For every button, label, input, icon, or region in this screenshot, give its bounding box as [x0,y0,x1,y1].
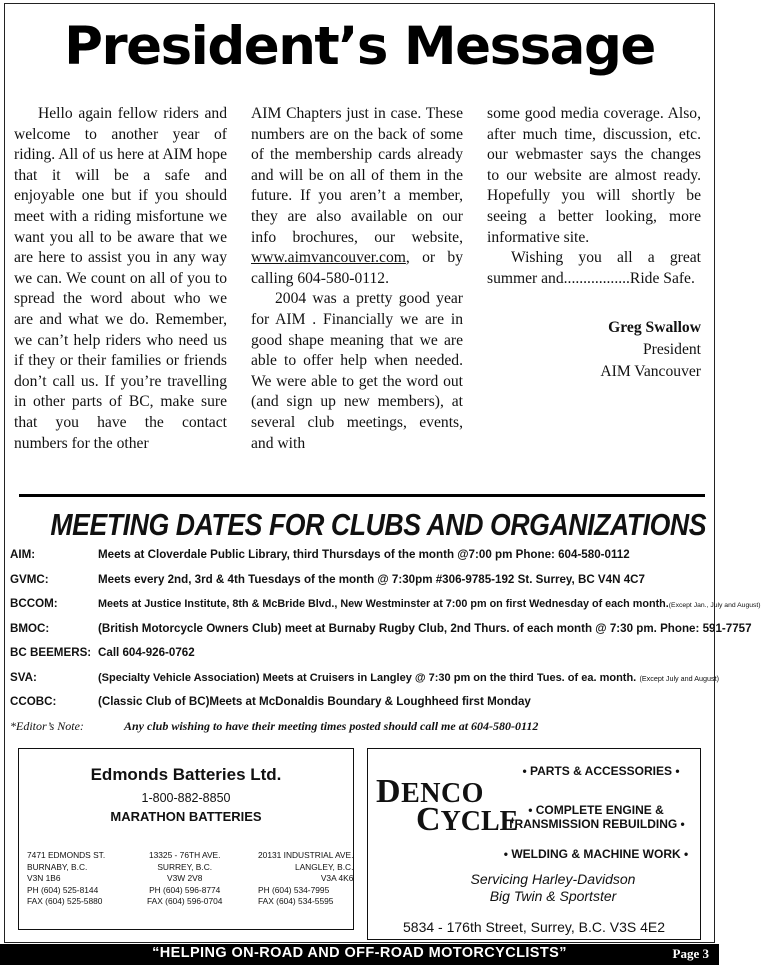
message-column-2 [251,104,463,454]
footer-slogan: “HELPING ON-ROAD AND OFF-ROAD MOTORCYCLISTS” [152,945,567,961]
message-paragraph: 2004 was a pretty good year for AIM . Financially we are in good shape meaning that we are able to offer help when needed. We were able to get the word out (and sign up new members), at several club meetings, events, and with [251,290,463,452]
club-name: AIM: [10,548,36,561]
address-line: V3N 1B6 [27,873,61,884]
meeting-text: Meets every 2nd, 3rd & 4th Tuesdays of the month @ 7:30pm #306-9785-192 St. Surrey, BC V4N 4C7 [98,573,645,586]
meeting-details [98,695,531,708]
meeting-details [98,573,645,586]
message-paragraph [251,104,463,289]
feature-rebuilding [496,803,696,831]
ad-business-name: Edmonds Batteries Ltd. [90,765,282,784]
ad-phone: 1-800-882-8850 [141,791,231,805]
page-number: Page 3 [672,946,709,961]
address-phone: PH (604) 596-8774 [149,884,221,895]
club-name: CCOBC: [10,695,57,708]
feature-welding: • WELDING & MACHINE WORK • [503,847,689,861]
address-line: BURNABY, B.C. [27,861,88,872]
signature-role: President [642,341,701,359]
meeting-row [10,597,761,615]
meeting-details [98,548,630,561]
meeting-text: (Classic Club of BC)Meets at McDonaldis Boundary & Loughheed first Monday [98,695,531,708]
meeting-row [10,671,719,689]
meeting-exception: (Except Jan., July and August) [668,602,761,609]
footer-bar [0,944,719,965]
meeting-row [10,548,715,566]
ad-tagline: MARATHON BATTERIES [110,809,262,824]
address-fax: FAX (604) 534-5595 [258,896,334,907]
editor-note [10,719,539,734]
meetings-heading: MEETING DATES FOR CLUBS AND ORGANIZATIONS [50,507,707,542]
meeting-row [10,622,752,640]
signature-name: Greg Swallow [608,319,701,337]
service-line: Servicing Harley-Davidson [470,871,636,887]
address-line: LANGLEY, B.C. [294,861,354,872]
meeting-details [98,622,752,635]
logo-text: ENCO [401,778,484,809]
club-name: GVMC: [10,573,49,586]
page-title: President’s Message [64,16,655,77]
meeting-row [10,573,715,591]
address-line: V3A 4K6 [320,873,354,884]
message-paragraph: Hello again fellow riders and welcome to another year of riding. All of us here at AIM hope that it will be a safe and enjoyable one but if you should meet with a riding misfortune we want you all to be aware that we are here to assist you in any way we can. We count on all of you to spread the word about who we are and what we do. Remember, we can’t help riders who need us if they or their families or friends don’t call us. If you’re travelling in other parts of BC, make sure that you have the contact numbers for the other [14,105,227,452]
ad-location-surrey [147,850,222,908]
edmonds-batteries-ad [18,748,354,930]
message-column-1 [14,104,227,454]
website-link[interactable]: www.aimvancouver.com [251,249,406,267]
address-phone: PH (604) 534-7995 [258,884,330,895]
meeting-text: Meets at Justice Institute, 8th & McBride Blvd., New Westminster at 7:00 pm on first Wednesday of each month. [98,598,669,610]
club-name: BMOC: [10,622,50,635]
address-line: SURREY, B.C. [157,861,213,872]
meeting-details [98,646,195,659]
ad-services [438,871,668,905]
address-line: V3W 2V8 [167,873,203,884]
address-fax: FAX (604) 596-0704 [147,896,223,907]
section-divider [19,494,705,497]
signature-block [487,317,701,383]
service-line: Big Twin & Sportster [489,888,617,904]
message-paragraph: some good media coverage. Also, after much time, discussion, etc. our webmaster says the changes to our website are almost ready. Hopefully you will shortly be seeing a better looking, more informative site. [487,105,701,246]
club-name: BCCOM: [10,597,58,610]
meeting-details [98,597,761,610]
address-phone: PH (604) 525-8144 [27,884,99,895]
feature-parts: • PARTS & ACCESSORIES • [522,764,680,778]
club-name: SVA: [10,671,37,684]
meeting-text: (British Motorcycle Owners Club) meet at Burnaby Rugby Club, 2nd Thurs. of each month @ 7:30 pm. Phone: 591-7757 [98,622,752,635]
denco-cycle-logo [376,773,519,838]
meeting-text: Call 604-926-0762 [98,646,195,659]
ad-address: 5834 - 176th Street, Surrey, B.C. V3S 4E2 [403,919,665,935]
address-line: 20131 INDUSTRIAL AVE. [258,850,354,860]
ad-location-langley [258,850,353,908]
message-paragraph: Wishing you all a great summer and.................Ride Safe. [487,249,701,287]
feature-line: • COMPLETE ENGINE & [528,803,664,817]
address-fax: FAX (604) 525-5880 [27,896,103,907]
meeting-details [98,671,719,684]
message-column-3 [487,104,701,383]
denco-cycle-ad [367,748,701,940]
address-line: 7471 EDMONDS ST. [27,850,106,860]
message-text: AIM Chapters just in case. These numbers are on the back of some of the membership cards already and will be on all of them in the future. If you aren’t a member, they are also available on our info brochures, our website, [251,105,463,246]
editor-note-text: Any club wishing to have their meeting times posted should call me at 604-580-0112 [124,719,539,733]
logo-text: YCLE [440,806,519,837]
signature-org: AIM Vancouver [600,363,701,381]
meeting-row [10,646,715,664]
feature-line: TRANSMISSION REBUILDING • [507,817,685,831]
address-line: 13325 - 76TH AVE. [148,850,221,860]
logo-initial: D [376,773,402,810]
club-name: BC BEEMERS: [10,646,92,659]
message-text: , or by calling 604-580-0112. [251,249,463,287]
logo-initial: C [416,801,441,838]
ad-location-burnaby [27,850,105,908]
meeting-row [10,695,715,713]
editor-note-label: *Editor’s Note: [10,719,84,733]
meeting-exception: (Except July and August) [639,674,719,683]
meeting-text: (Specialty Vehicle Association) Meets at Cruisers in Langley @ 7:30 pm on the third Tues. of ea. month. [98,672,637,684]
meeting-text: Meets at Cloverdale Public Library, third Thursdays of the month @7:00 pm Phone: 604-580-0112 [98,548,630,561]
